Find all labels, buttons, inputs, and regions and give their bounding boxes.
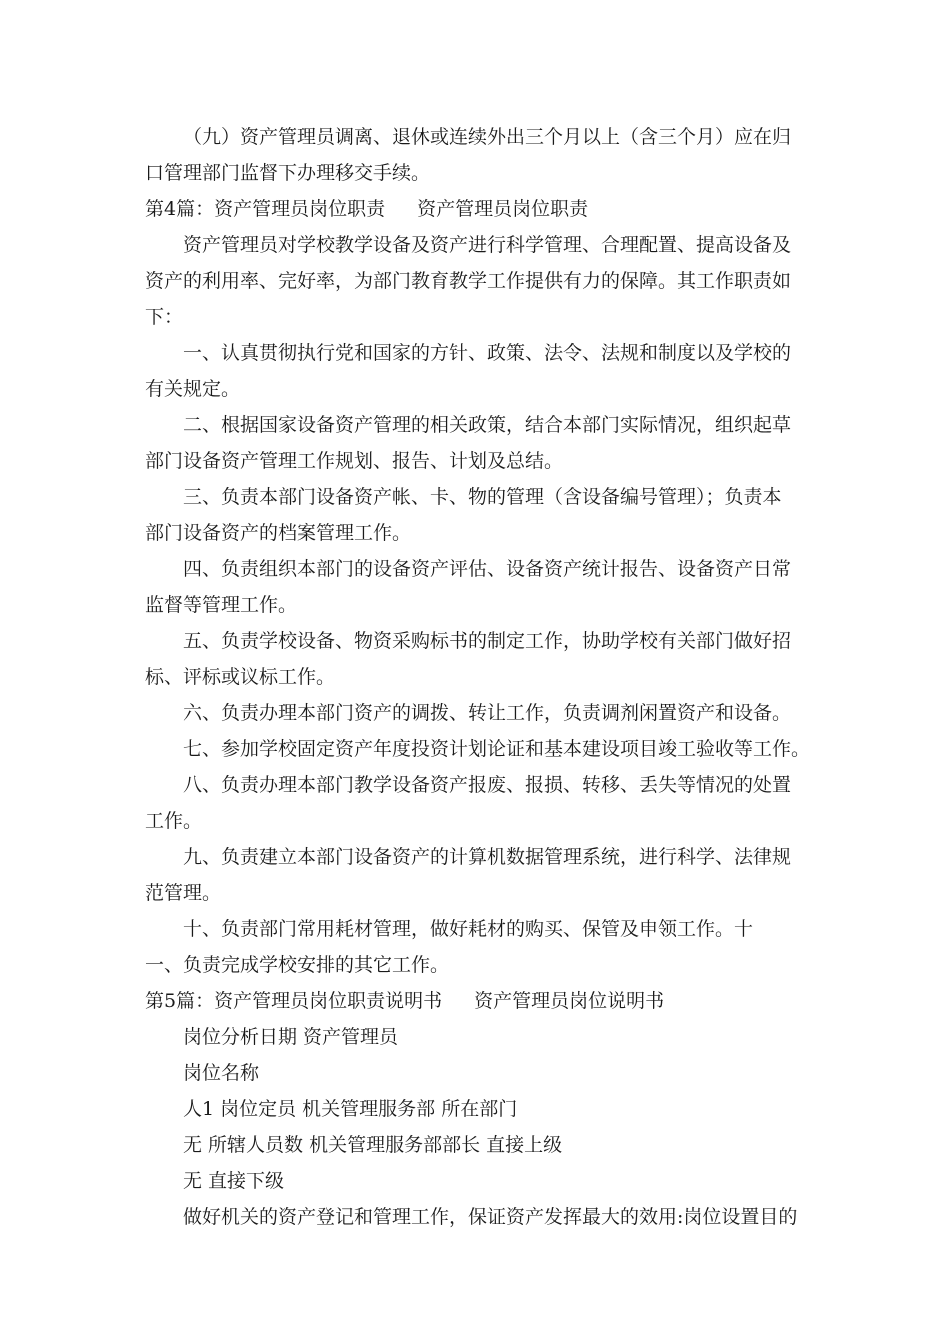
section-heading-5-subtitle: 资产管理员岗位说明书 <box>474 990 665 1012</box>
paragraph-line: 范管理。 <box>145 882 222 904</box>
paragraph-line: 九、负责建立本部门设备资产的计算机数据管理系统，进行科学、法律规 <box>183 846 792 868</box>
paragraph-line: 三、负责本部门设备资产帐、卡、物的管理（含设备编号管理）；负责本 <box>183 486 782 508</box>
job-field-line: 做好机关的资产登记和管理工作，保证资产发挥最大的效用:岗位设置目的 <box>183 1206 798 1228</box>
paragraph-line: 监督等管理工作。 <box>145 594 298 616</box>
section-heading-5-title: 第5篇：资产管理员岗位职责说明书 <box>145 990 443 1012</box>
job-field-line: 人1 岗位定员 机关管理服务部 所在部门 <box>183 1098 518 1120</box>
paragraph-line: 八、负责办理本部门教学设备资产报废、报损、转移、丢失等情况的处置 <box>183 774 792 796</box>
paragraph-line: 一、认真贯彻执行党和国家的方针、政策、法令、法规和制度以及学校的 <box>183 342 792 364</box>
job-field-line: 无 所辖人员数 机关管理服务部部长 直接上级 <box>183 1134 563 1156</box>
paragraph-line: 资产管理员对学校教学设备及资产进行科学管理、合理配置、提高设备及 <box>183 234 792 256</box>
paragraph-line: 一、负责完成学校安排的其它工作。 <box>145 954 450 976</box>
paragraph-line: 二、根据国家设备资产管理的相关政策，结合本部门实际情况，组织起草 <box>183 414 792 436</box>
paragraph-line: 下： <box>145 306 184 328</box>
paragraph-line: （九）资产管理员调离、退休或连续外出三个月以上（含三个月）应在归 <box>183 126 792 148</box>
paragraph-line: 部门设备资产管理工作规划、报告、计划及总结。 <box>145 450 564 472</box>
paragraph-line: 资产的利用率、完好率，为部门教育教学工作提供有力的保障。其工作职责如 <box>145 270 792 292</box>
paragraph-line: 五、负责学校设备、物资采购标书的制定工作，协助学校有关部门做好招 <box>183 630 792 652</box>
section-heading-4-subtitle: 资产管理员岗位职责 <box>417 198 589 220</box>
section-heading-4-title: 第4篇：资产管理员岗位职责 <box>145 198 386 220</box>
paragraph-line: 有关规定。 <box>145 378 241 400</box>
job-field-line: 岗位分析日期 资产管理员 <box>183 1026 399 1048</box>
paragraph-line: 标、评标或议标工作。 <box>145 666 336 688</box>
section-heading-5 <box>145 989 664 1013</box>
job-field-line: 无 直接下级 <box>183 1170 285 1192</box>
paragraph-line: 十、负责部门常用耗材管理，做好耗材的购买、保管及申领工作。十 <box>183 918 754 940</box>
section-heading-4 <box>145 197 588 221</box>
paragraph-line: 六、负责办理本部门资产的调拨、转让工作，负责调剂闲置资产和设备。 <box>183 702 792 724</box>
paragraph-line: 七、参加学校固定资产年度投资计划论证和基本建设项目竣工验收等工作。 <box>183 738 811 760</box>
paragraph-line: 口管理部门监督下办理移交手续。 <box>145 162 431 184</box>
paragraph-line: 部门设备资产的档案管理工作。 <box>145 522 412 544</box>
paragraph-line: 工作。 <box>145 810 203 832</box>
paragraph-line: 四、负责组织本部门的设备资产评估、设备资产统计报告、设备资产日常 <box>183 558 792 580</box>
job-field-line: 岗位名称 <box>183 1062 260 1084</box>
